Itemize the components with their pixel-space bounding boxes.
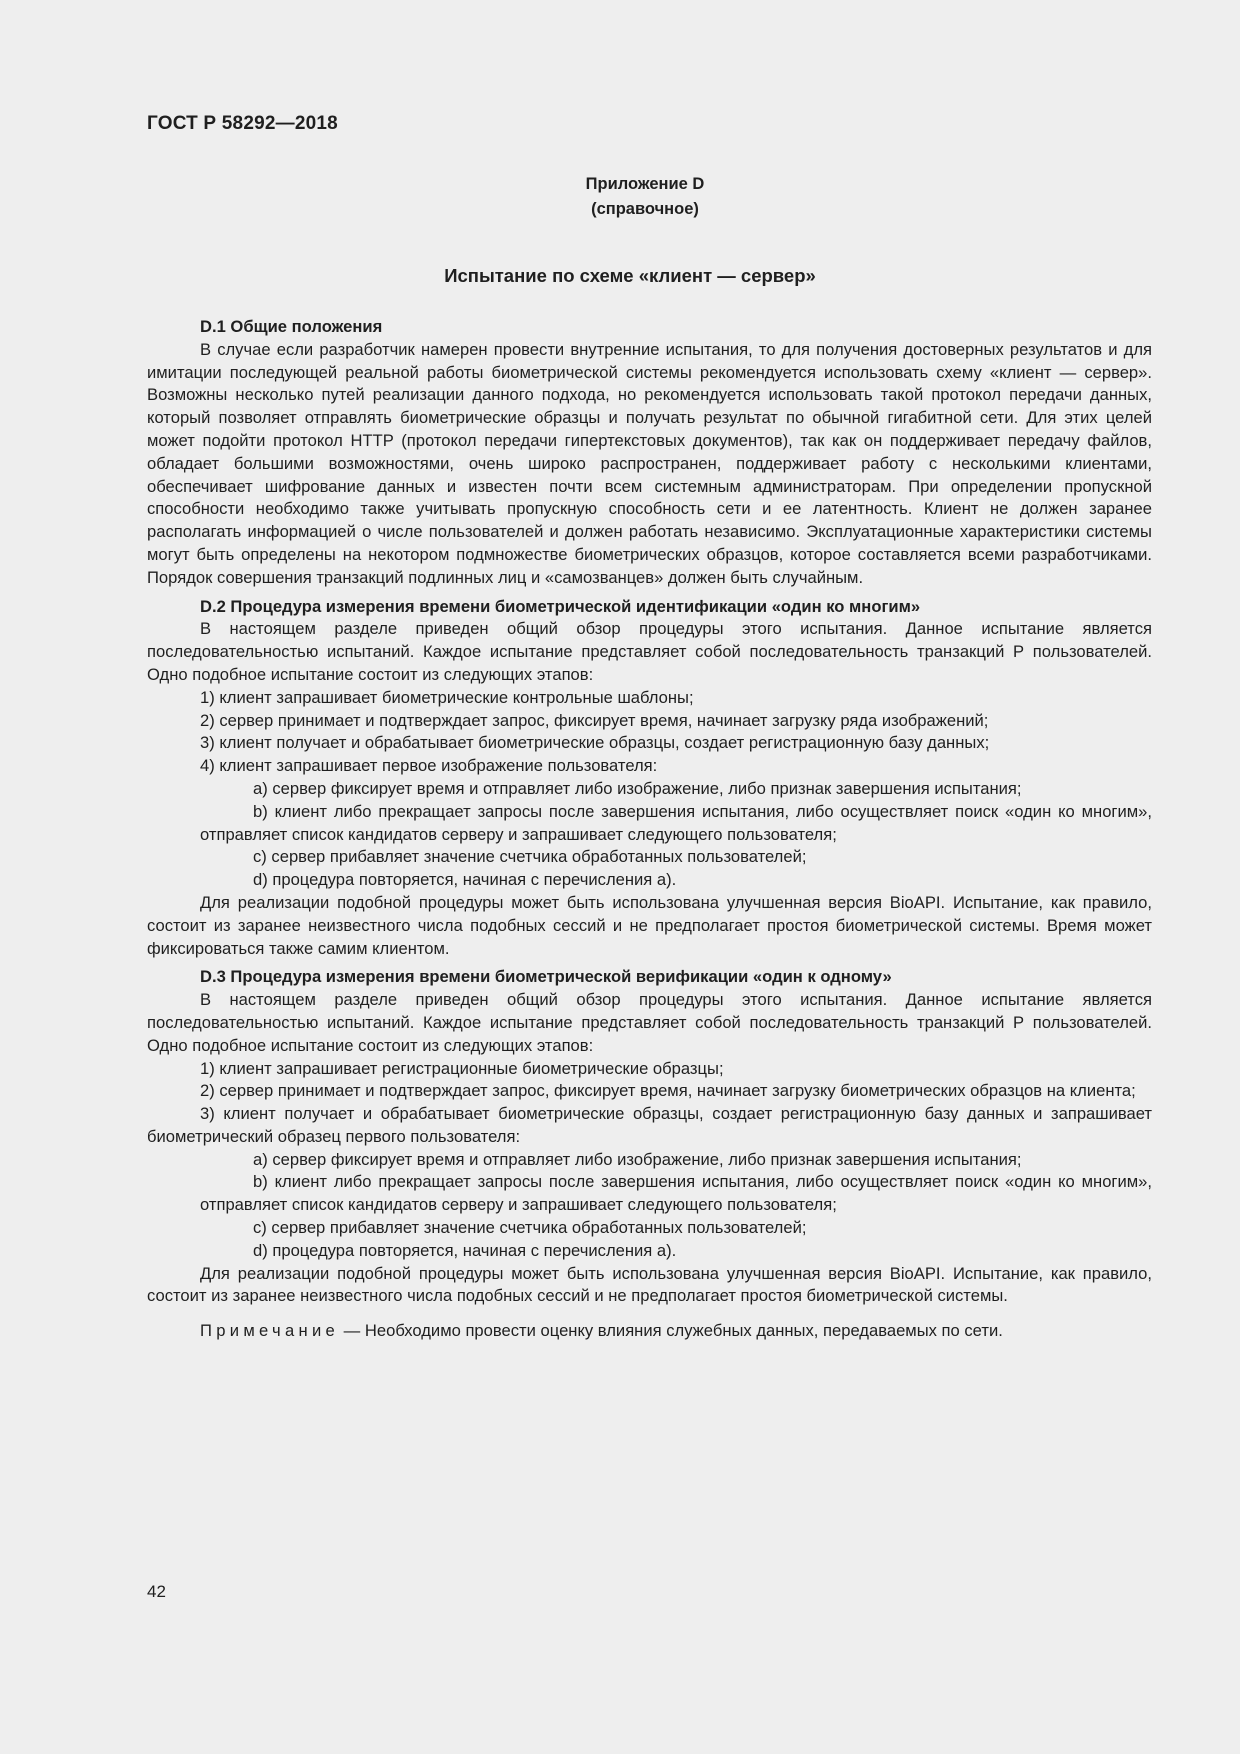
section-d1-paragraph: В случае если разработчик намерен провести внутренние испытания, то для получения достоверных результатов и для имитации последующей реальной работы биометрической системы рекомендуется использовать схему «клиент — сервер». Возможны несколько путей реализации данного подхода, но рекомендуется использовать такой протокол передачи данных, который позволяет отправлять биометрические образцы и получать результат по обычной гигабитной сети. Для этих целей может подойти протокол HTTP (протокол передачи гипертекстовых документов), так как он поддерживает передачу файлов, обладает большими возможностями, очень широко распространен, поддерживает работу с несколькими клиентами, обеспечивает шифрование данных и известен почти всем системным администраторам. При определении пропускной способности необходимо также учитывать пропускную способность сети и ее латентность. Клиент не должен заранее располагать информацией о числе пользователей и должен работать независимо. Эксплуатационные характеристики системы могут быть определены на некотором подмножестве биометрических образцов, которое составляется всеми разработчиками. Порядок совершения транзакций подлинных лиц и «самозванцев» должен быть случайным. [147, 339, 1152, 587]
appendix-label: Приложение D [585, 175, 705, 193]
section-d3-substep-a: a) сервер фиксирует время и отправляет либо изображение, либо признак завершения испытания; [253, 1149, 1022, 1169]
section-d2-step-3: 3) клиент получает и обрабатывает биометрические образцы, создает регистрационную базу данных; [200, 733, 990, 753]
section-d3-step-2: 2) сервер принимает и подтверждает запрос, фиксирует время, начинает загрузку биометрических образцов на клиента; [200, 1081, 1136, 1101]
section-d2-step-4: 4) клиент запрашивает первое изображение пользователя: [200, 756, 658, 776]
document-body [147, 316, 1152, 1343]
section-d3-outro: Для реализации подобной процедуры может быть использована улучшенная версия BioAPI. Испытание, как правило, состоит из заранее неизвестного числа подобных сессий и не предполагает простоя биометрической системы. [147, 1263, 1152, 1306]
section-d2-step-1: 1) клиент запрашивает биометрические контрольные шаблоны; [200, 687, 694, 707]
section-d2-substep-d: d) процедура повторяется, начиная с перечисления а). [253, 870, 677, 890]
section-d3-intro: В настоящем разделе приведен общий обзор процедуры этого испытания. Данное испытание является последовательностью испытаний. Каждое испытание представляет собой последовательность транзакций Р пользователей. Одно подобное испытание состоит из следующих этапов: [147, 990, 1152, 1055]
section-d3-substep-c: c) сервер прибавляет значение счетчика обработанных пользователей; [253, 1218, 807, 1238]
section-d3-substep-d: d) процедура повторяется, начиная с перечисления а). [253, 1240, 677, 1260]
note [147, 1320, 1152, 1343]
section-d2-title: D.2 Процедура измерения времени биометрической идентификации «один ко многим» [200, 596, 921, 616]
section-d2-outro: Для реализации подобной процедуры может быть использована улучшенная версия BioAPI. Испытание, как правило, состоит из заранее неизвестного числа подобных сессий и не предполагает простоя биометрической системы. Время может фиксироваться также самим клиентом. [147, 892, 1152, 958]
section-d2-intro: В настоящем разделе приведен общий обзор процедуры этого испытания. Данное испытание является последовательностью испытаний. Каждое испытание представляет собой последовательность транзакций Р пользователей. Одно подобное испытание состоит из следующих этапов: [147, 619, 1152, 684]
page-number: 42 [147, 1582, 166, 1601]
section-d1-title: D.1 Общие положения [200, 317, 383, 336]
section-d2-substep-a: a) сервер фиксирует время и отправляет либо изображение, либо признак завершения испытания; [253, 778, 1022, 798]
note-label: Примечание [200, 1321, 340, 1341]
section-d2-substep-c: c) сервер прибавляет значение счетчика обработанных пользователей; [253, 847, 807, 867]
section-d2-substep-b: b) клиент либо прекращает запросы после завершения испытания, либо осуществляет поиск «один ко многим», отправляет список кандидатов серверу и запрашивает следующего пользователя; [200, 801, 1152, 844]
appendix-heading [0, 172, 1240, 222]
document-code: ГОСТ Р 58292—2018 [147, 113, 338, 134]
section-d3-substep-b: b) клиент либо прекращает запросы после завершения испытания, либо осуществляет поиск «один ко многим», отправляет список кандидатов серверу и запрашивает следующего пользователя; [200, 1172, 1152, 1215]
section-d3-step-3: 3) клиент получает и обрабатывает биометрические образцы, создает регистрационную базу данных и запрашивает биометрический образец первого пользователя: [147, 1104, 1152, 1146]
note-dash: — [339, 1321, 365, 1341]
section-d2-step-2: 2) сервер принимает и подтверждает запрос, фиксирует время, начинает загрузку ряда изображений; [200, 710, 989, 730]
section-d3-title: D.3 Процедура измерения времени биометрической верификации «один к одному» [200, 967, 892, 987]
appendix-title: Испытание по схеме «клиент — сервер» [444, 265, 816, 286]
section-d3-step-1: 1) клиент запрашивает регистрационные биометрические образцы; [200, 1058, 724, 1078]
appendix-type: (справочное) [591, 200, 699, 218]
note-text: Необходимо провести оценку влияния служебных данных, передаваемых по сети. [364, 1321, 1003, 1341]
